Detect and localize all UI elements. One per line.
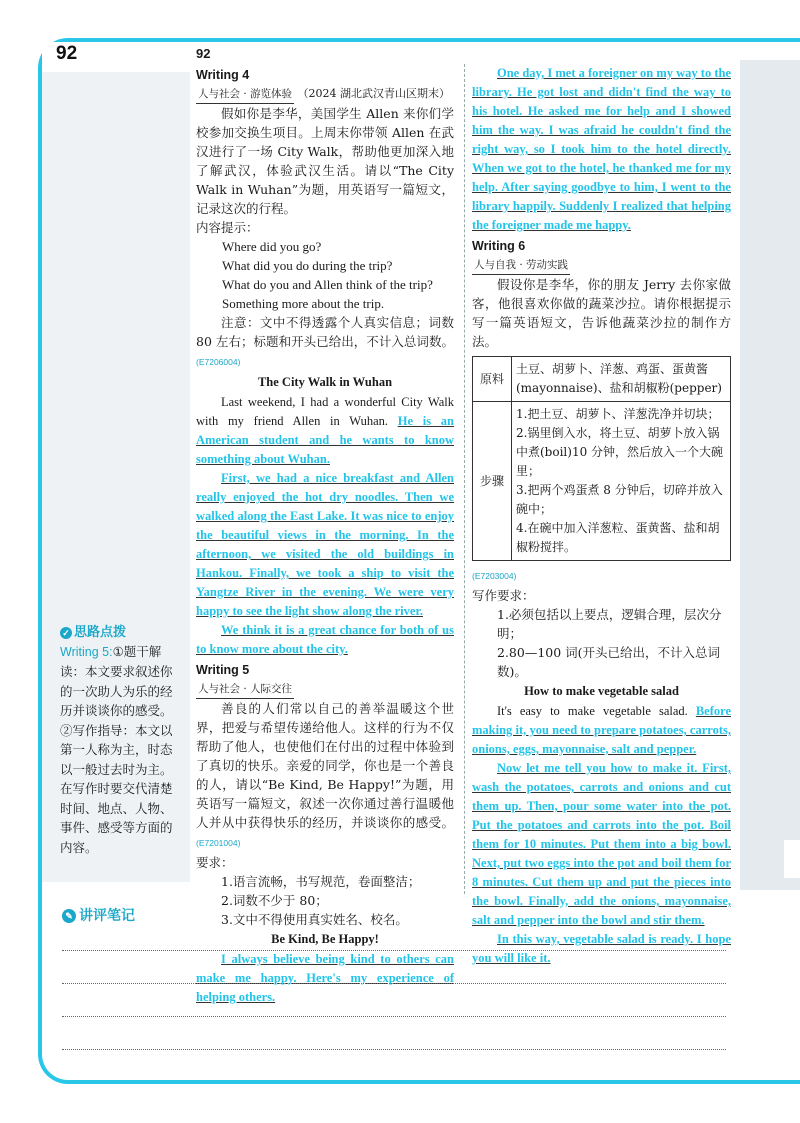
writing4-note-text: 注意：文中不得透露个人真实信息；词数 80 左右；标题和开头已给出，不计入总词数。 <box>196 315 454 349</box>
writing5-req: 2.词数不少于 80； <box>221 893 328 908</box>
note-line[interactable] <box>62 1016 726 1017</box>
writing5-heading: Writing 5 <box>196 663 250 677</box>
table-row <box>473 402 731 561</box>
writing4-tagline <box>196 85 454 104</box>
step-item: 2.锅里倒入水，将土豆、胡萝卜放入锅中煮(boil)10 分钟，然后放入一个大碗里； <box>516 426 724 478</box>
writing6-tag: 人与自我 · 劳动实践 <box>472 257 570 275</box>
note-line[interactable] <box>62 950 726 951</box>
writing4-essay-p2 <box>196 469 454 621</box>
writing4-heading: Writing 4 <box>196 68 250 82</box>
writing5-answer-p1: I always believe being kind to others can make me happy. Here's my experience of helping others. <box>196 952 454 1004</box>
writing4-hint-label: 内容提示： <box>196 220 259 235</box>
writing6-heading: Writing 6 <box>472 239 526 253</box>
writing4-hint: What did you do during the trip? <box>222 258 393 273</box>
note-line[interactable] <box>62 1049 726 1050</box>
notes-title: 讲评笔记 <box>79 907 135 923</box>
lightbulb-icon: ✓ <box>60 627 72 639</box>
column-divider <box>464 64 465 894</box>
writing4-code: (E7206004) <box>196 357 241 367</box>
writing6-essay-p1 <box>472 702 731 759</box>
pencil-icon: ✎ <box>62 909 76 923</box>
writing6-tagline <box>472 256 731 275</box>
table-row <box>473 357 731 402</box>
writing4-answer-p3: We think it is a great chance for both of us to know more about the city. <box>196 623 454 656</box>
writing4-answer-p2: First, we had a nice breakfast and Allen really enjoyed the hot dry noodles. Then we walked along the East Lake. It was nice to enjoy the beautiful views in the morning. In the afternoon, we visited the old buildings in Hankou. Finally, we took a ship to visit the Yangtze River in the evening. We were very happy to see the light show along the river. <box>196 471 454 618</box>
header-page-number: 92 <box>196 46 211 61</box>
writing5-tagline <box>196 680 454 699</box>
sidebar-tip <box>60 622 180 857</box>
writing6-answer-p3: In this way, vegetable salad is ready. I hope you will like it. <box>472 932 731 965</box>
writing6-given-start: It's easy to make vegetable salad. <box>497 704 688 718</box>
writing4-note <box>196 313 454 372</box>
right-column <box>472 64 731 968</box>
ingredients-label: 原料 <box>473 357 512 402</box>
steps-label: 步骤 <box>473 402 512 561</box>
writing4-prompt: 假如你是李华，美国学生 Allen 来你们学校参加交换生项目。上周末你带领 Allen 在武汉进行了一场 City Walk，帮助他更加深入地了解武汉，体验武汉生活。请以“The City Walk in Wuhan”为题，用英语写一篇短文，记录这次的行程。 <box>196 106 454 216</box>
writing6-essay-p2 <box>472 759 731 930</box>
writing4-hint: Something more about the trip. <box>222 296 385 311</box>
page-number: 92 <box>56 43 78 64</box>
writing5-code: (E7201004) <box>196 838 241 848</box>
writing6-answer-p2: Now let me tell you how to make it. First, wash the potatoes, carrots and onions and cut them up. Then, pour some water into the pot. Put the potatoes and carrots into the pot. Boil them for 10 minutes. Put them into a big bowl. Next, put two eggs into the pot and boil them for 8 minutes. Cut them up and put the pieces into the bowl. Finally, add the onions, mayonnaise, salt and pepper into the bowl and stir them. <box>472 761 731 927</box>
writing6-essay-title: How to make vegetable salad <box>524 684 679 698</box>
step-item: 3.把两个鸡蛋煮 8 分钟后，切碎并放入碗中； <box>516 483 723 516</box>
writing4-answer-p1: He is an American student and he wants to know something about Wuhan. <box>196 414 455 466</box>
writing5-req-label: 要求： <box>196 855 234 870</box>
writing5-answer-p2: One day, I met a foreigner on my way to the library. He got lost and didn't find the way to his hotel. He asked me for help and I showed him the way. I was afraid he couldn't find the right way, so I took him to the hotel directly. When we got to the hotel, he thanked me for my help. After saying goodbye to him, I went to the library happily. Suddenly I realized that helping the foreigner made me happy. <box>472 66 731 232</box>
sidebar-tip-heading <box>60 622 180 642</box>
right-edge-tab <box>784 840 800 878</box>
writing5-prompt-text: 善良的人们常以自己的善举温暖这个世界，把爱与希望传递给他人。这样的行为不仅帮助了他人，也使他们在付出的过程中体验到了真切的快乐。亲爱的同学，你也是一个善良的人，请以“Be Kind, Be Happy!”为题，用英语写一篇短文，叙述一次你通过善行温暖他人并从中获得快乐的经历，并谈谈你的感受。 <box>196 701 454 830</box>
ingredients-cell: 土豆、胡萝卜、洋葱、鸡蛋、蛋黄酱(mayonnaise)、盐和胡椒粉(pepper) <box>512 357 731 402</box>
step-item: 1.把土豆、胡萝卜、洋葱洗净并切块； <box>516 407 720 421</box>
writing4-tag: 人与社会 · 游览体验 <box>196 86 294 104</box>
left-column <box>196 64 454 1007</box>
notes-heading <box>62 905 135 925</box>
writing6-req: 1.必须包括以上要点，逻辑合理，层次分明； <box>497 607 722 641</box>
writing5-essay-p1 <box>196 950 454 1007</box>
writing5-req: 1.语言流畅，书写规范，卷面整洁； <box>221 874 421 889</box>
writing4-essay-p1 <box>196 393 454 469</box>
writing6-req-label: 写作要求： <box>472 588 535 603</box>
writing5-req: 3.文中不得使用真实姓名、校名。 <box>221 912 408 927</box>
sidebar-tip-text: ①题干解读：本文要求叙述你的一次助人为乐的经历并谈谈你的感受。②写作指导：本文以第一人称为主，时态以一般过去时为主。在写作时要交代清楚时间、地点、人物、事件、感受等方面的内容。 <box>60 643 173 855</box>
writing6-code: (E7203004) <box>472 571 517 581</box>
sidebar-tip-lead: Writing 5: <box>60 644 113 659</box>
writing4-hint: Where did you go? <box>222 239 322 254</box>
writing6-prompt: 假设你是李华，你的朋友 Jerry 去你家做客，他很喜欢你做的蔬菜沙拉。请你根据提示写一篇英语短文，告诉他蔬菜沙拉的制作方法。 <box>472 277 731 349</box>
writing4-essay-p3 <box>196 621 454 659</box>
sidebar-tip-title: 思路点拨 <box>74 624 127 639</box>
step-item: 4.在碗中加入洋葱粒、蛋黄酱、盐和胡椒粉搅拌。 <box>516 521 720 554</box>
writing6-answer-p1: Before making it, you need to prepare potatoes, carrots, onions, eggs, mayonnaise, salt and pepper. <box>472 704 731 756</box>
recipe-table <box>472 356 731 561</box>
writing5-essay-title: Be Kind, Be Happy! <box>271 932 379 946</box>
writing4-source: （2024 湖北武汉青山区期末） <box>297 87 451 100</box>
right-margin-bar <box>740 60 800 890</box>
writing4-hint: What do you and Allen think of the trip? <box>222 277 433 292</box>
steps-cell <box>512 402 731 561</box>
writing4-given-start: Last weekend, I had a wonderful City Walk with my friend Allen in Wuhan. <box>196 395 454 428</box>
writing5-tag: 人与社会 · 人际交往 <box>196 681 294 699</box>
writing5-prompt <box>196 699 454 853</box>
note-line[interactable] <box>62 983 726 984</box>
writing6-essay-p3 <box>472 930 731 968</box>
writing6-req: 2.80—100 词(开头已给出，不计入总词数)。 <box>497 645 721 679</box>
writing4-essay-title: The City Walk in Wuhan <box>257 375 393 389</box>
sidebar-tip-body <box>60 642 180 858</box>
writing5-essay-p2 <box>472 64 731 235</box>
